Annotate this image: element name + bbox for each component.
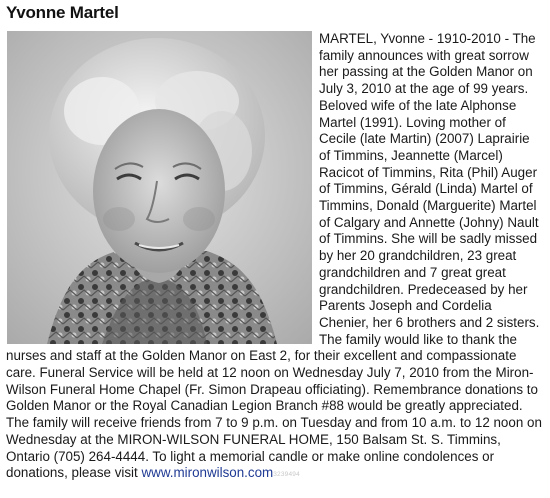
- watermark: 3239494: [273, 471, 300, 479]
- obituary-body: [6, 31, 542, 484]
- obituary-text: MARTEL, Yvonne - 1910-2010 - The family announces with great sorrow her passing at the Golden Manor on July 3, 2010 at the age of 99 years. Beloved wife of the late Alphonse Martel (1991). Loving mother of Cecile (late Martin) (2007) Laprairie of Timmins, Jeannette (Marcel) Racicot of Timmins, Rita (Phil) Auger of Timmins, Gérald (Linda) Martel of Timmins, Donald (Marguerite) Martel of Calgary and Annette (Johny) Nault of Timmins. She will be sadly missed by her 20 grandchildren, 23 great grandchildren and 7 great great grandchildren. Predeceased by her Parents Joseph and Cordelia Chenier, her 6 brothers and 2 sisters. The family would like to thank the nurses and staff at the Golden Manor on East 2, for their excellent and compassionate care. Funeral Service will be held at 12 noon on Wednesday July 7, 2010 from the Miron-Wilson Funeral Home Chapel (Fr. Simon Drapeau officiating). Remembrance donations to Golden Manor or the Royal Canadian Legion Branch #88 would be greatly appreciated. The family will receive friends from 7 to 9 p.m. on Tuesday and from 10 a.m. to 12 noon on Wednesday at the MIRON-WILSON FUNERAL HOME, 150 Balsam St. S. Timmins, Ontario (705) 264-4444. To light a memorial candle or make online condolences or donations, please visit: [6, 31, 542, 481]
- funeral-home-website-link[interactable]: www.mironwilson.com: [141, 465, 274, 481]
- photo-spacer: [6, 31, 319, 344]
- obituary-name: Yvonne Martel: [6, 3, 119, 22]
